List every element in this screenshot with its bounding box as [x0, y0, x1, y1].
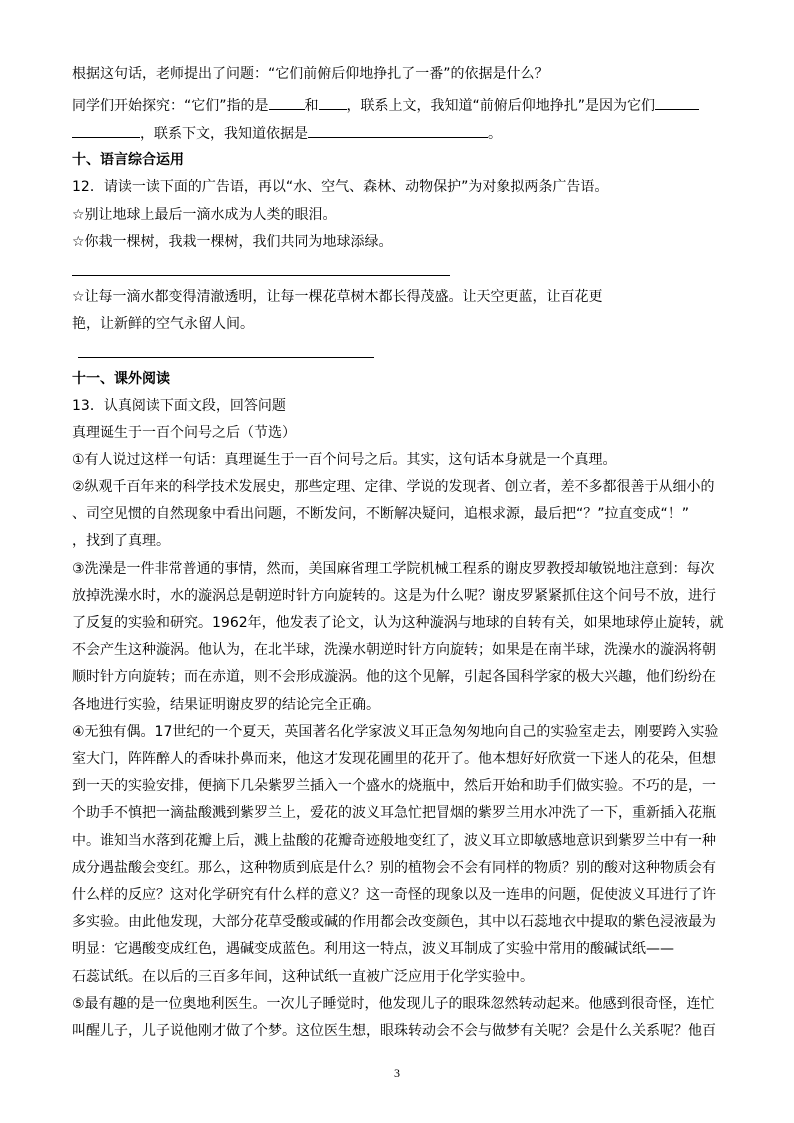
passage-line: ①有人说过这样一句话：真理诞生于一百个问号之后。其实，这句话本身就是一个真理。: [72, 452, 617, 468]
passage-line: 什么样的反应？这对化学研究有什么样的意义？这一奇怪的现象以及一连串的问题，促使波义耳进行了许: [72, 887, 716, 903]
passage-line: 多实验。由此他发现，大部分花草受酸或碱的作用都会改变颜色，其中以石蕊地衣中提取的紫色浸液最为: [72, 914, 716, 930]
passage-line: 中。谁知当水落到花瓣上后，溅上盐酸的花瓣奇迹般地变红了，波义耳立即敏感地意识到紫罗兰中有一种: [72, 833, 716, 849]
passage-line: 室大门，阵阵醉人的香味扑鼻而来，他这才发现花圃里的花开了。他本想好好欣赏一下迷人的花朵，但想: [72, 751, 716, 767]
q11-text: ，联系上文，我知道“前俯后仰地挣扎”是因为它们: [346, 98, 656, 114]
q11-text: 。: [488, 126, 502, 142]
page-number: 3: [394, 1066, 400, 1080]
q11-fill-line-1: [72, 94, 699, 116]
slogan-example: 艳，让新鲜的空气永留人间。: [72, 316, 254, 332]
passage-line: 成分遇盐酸会变红。那么，这种物质到底是什么？别的植物会不会有同样的物质？别的酸对这种物质会有: [72, 860, 716, 876]
passage-title: 真理诞生于一百个问号之后（节选）: [72, 425, 296, 441]
passage-line: 到一天的实验安排，便摘下几朵紫罗兰插入一个盛水的烧瓶中，然后开始和助手们做实验。不巧的是，一: [72, 778, 716, 794]
section-heading: 十一、课外阅读: [72, 371, 170, 387]
slogan-example: ☆别让地球上最后一滴水成为人类的眼泪。: [72, 207, 337, 223]
answer-line[interactable]: [78, 357, 374, 358]
q11-text: ，联系下文，我知道依据是: [140, 126, 308, 142]
answer-blank[interactable]: [269, 94, 305, 110]
passage-line: 了反复的实验和研究。1962年，他发表了论文，认为这种漩涡与地球的自转有关，如果地球停止旋转，就: [72, 615, 724, 631]
passage-line: 叫醒儿子，儿子说他刚才做了个梦。这位医生想，眼珠转动会不会与做梦有关呢？会是什么关系呢？他百: [72, 1023, 716, 1039]
q11-text: 和: [304, 98, 319, 114]
answer-blank[interactable]: [655, 94, 699, 110]
passage-line: 不会产生这种漩涡。他认为，在北半球，洗澡水朝逆时针方向旋转；如果是在南半球，洗澡水的漩涡将朝: [72, 642, 716, 658]
slogan-example: ☆让每一滴水都变得清澈透明，让每一棵花草树木都长得茂盛。让天空更蓝，让百花更: [72, 289, 603, 305]
passage-line: 明显：它遇酸变成红色，遇碱变成蓝色。利用这一特点，波义耳制成了实验中常用的酸碱试纸——: [72, 941, 674, 957]
section-heading: 十、语言综合运用: [72, 152, 184, 168]
passage-line: ②纵观千百年来的科学技术发展史，那些定理、定律、学说的发现者、创立者，差不多都很善于从细小的: [72, 479, 715, 495]
answer-blank[interactable]: [72, 122, 140, 138]
passage-line: ⑤最有趣的是一位奥地利医生。一次儿子睡觉时，他发现儿子的眼珠忽然转动起来。他感到很奇怪，连忙: [72, 996, 715, 1012]
question-13: 13．认真阅读下面文段，回答问题: [72, 398, 286, 414]
q11-fill-line-2: [72, 122, 502, 144]
passage-line: ③洗澡是一件非常普通的事情，然而，美国麻省理工学院机械工程系的谢皮罗教授却敏锐地注意到：每次: [72, 561, 715, 577]
passage-line: 石蕊试纸。在以后的三百多年间，这种试纸一直被广泛应用于化学实验中。: [72, 969, 534, 985]
q11-text: 同学们开始探究：“它们”指的是: [72, 98, 269, 114]
passage-line: 个助手不慎把一滴盐酸溅到紫罗兰上，爱花的波义耳急忙把冒烟的紫罗兰用水冲洗了一下，重新插入花瓶: [72, 805, 716, 821]
answer-blank[interactable]: [319, 94, 347, 110]
passage-line: ，找到了真理。: [72, 533, 170, 549]
passage-line: 顺时针方向旋转；而在赤道，则不会形成漩涡。他的这个见解，引起各国科学家的极大兴趣，他们纷纷在: [72, 669, 716, 685]
q11-question-line: 根据这句话，老师提出了问题：“它们前俯后仰地挣扎了一番”的依据是什么？: [72, 66, 549, 82]
slogan-example: ☆你栽一棵树，我栽一棵树，我们共同为地球添绿。: [72, 234, 393, 250]
answer-line[interactable]: [72, 275, 450, 276]
passage-line: 各地进行实验，结果证明谢皮罗的结论完全正确。: [72, 697, 380, 713]
answer-blank[interactable]: [308, 122, 488, 138]
question-12: 12．请读一读下面的广告语，再以“水、空气、森林、动物保护”为对象拟两条广告语。: [72, 179, 609, 195]
passage-line: 、司空见惯的自然现象中看出问题，不断发问，不断解决疑问，追根求源，最后把“？”拉直变成“！”: [72, 506, 690, 522]
passage-line: 放掉洗澡水时，水的漩涡总是朝逆时针方向旋转的。这是为什么呢？谢皮罗紧紧抓住这个问号不放，进行: [72, 588, 716, 604]
passage-line: ④无独有偶。17世纪的一个夏天，英国著名化学家波义耳正急匆匆地向自己的实验室走去，刚要跨入实验: [72, 724, 719, 740]
